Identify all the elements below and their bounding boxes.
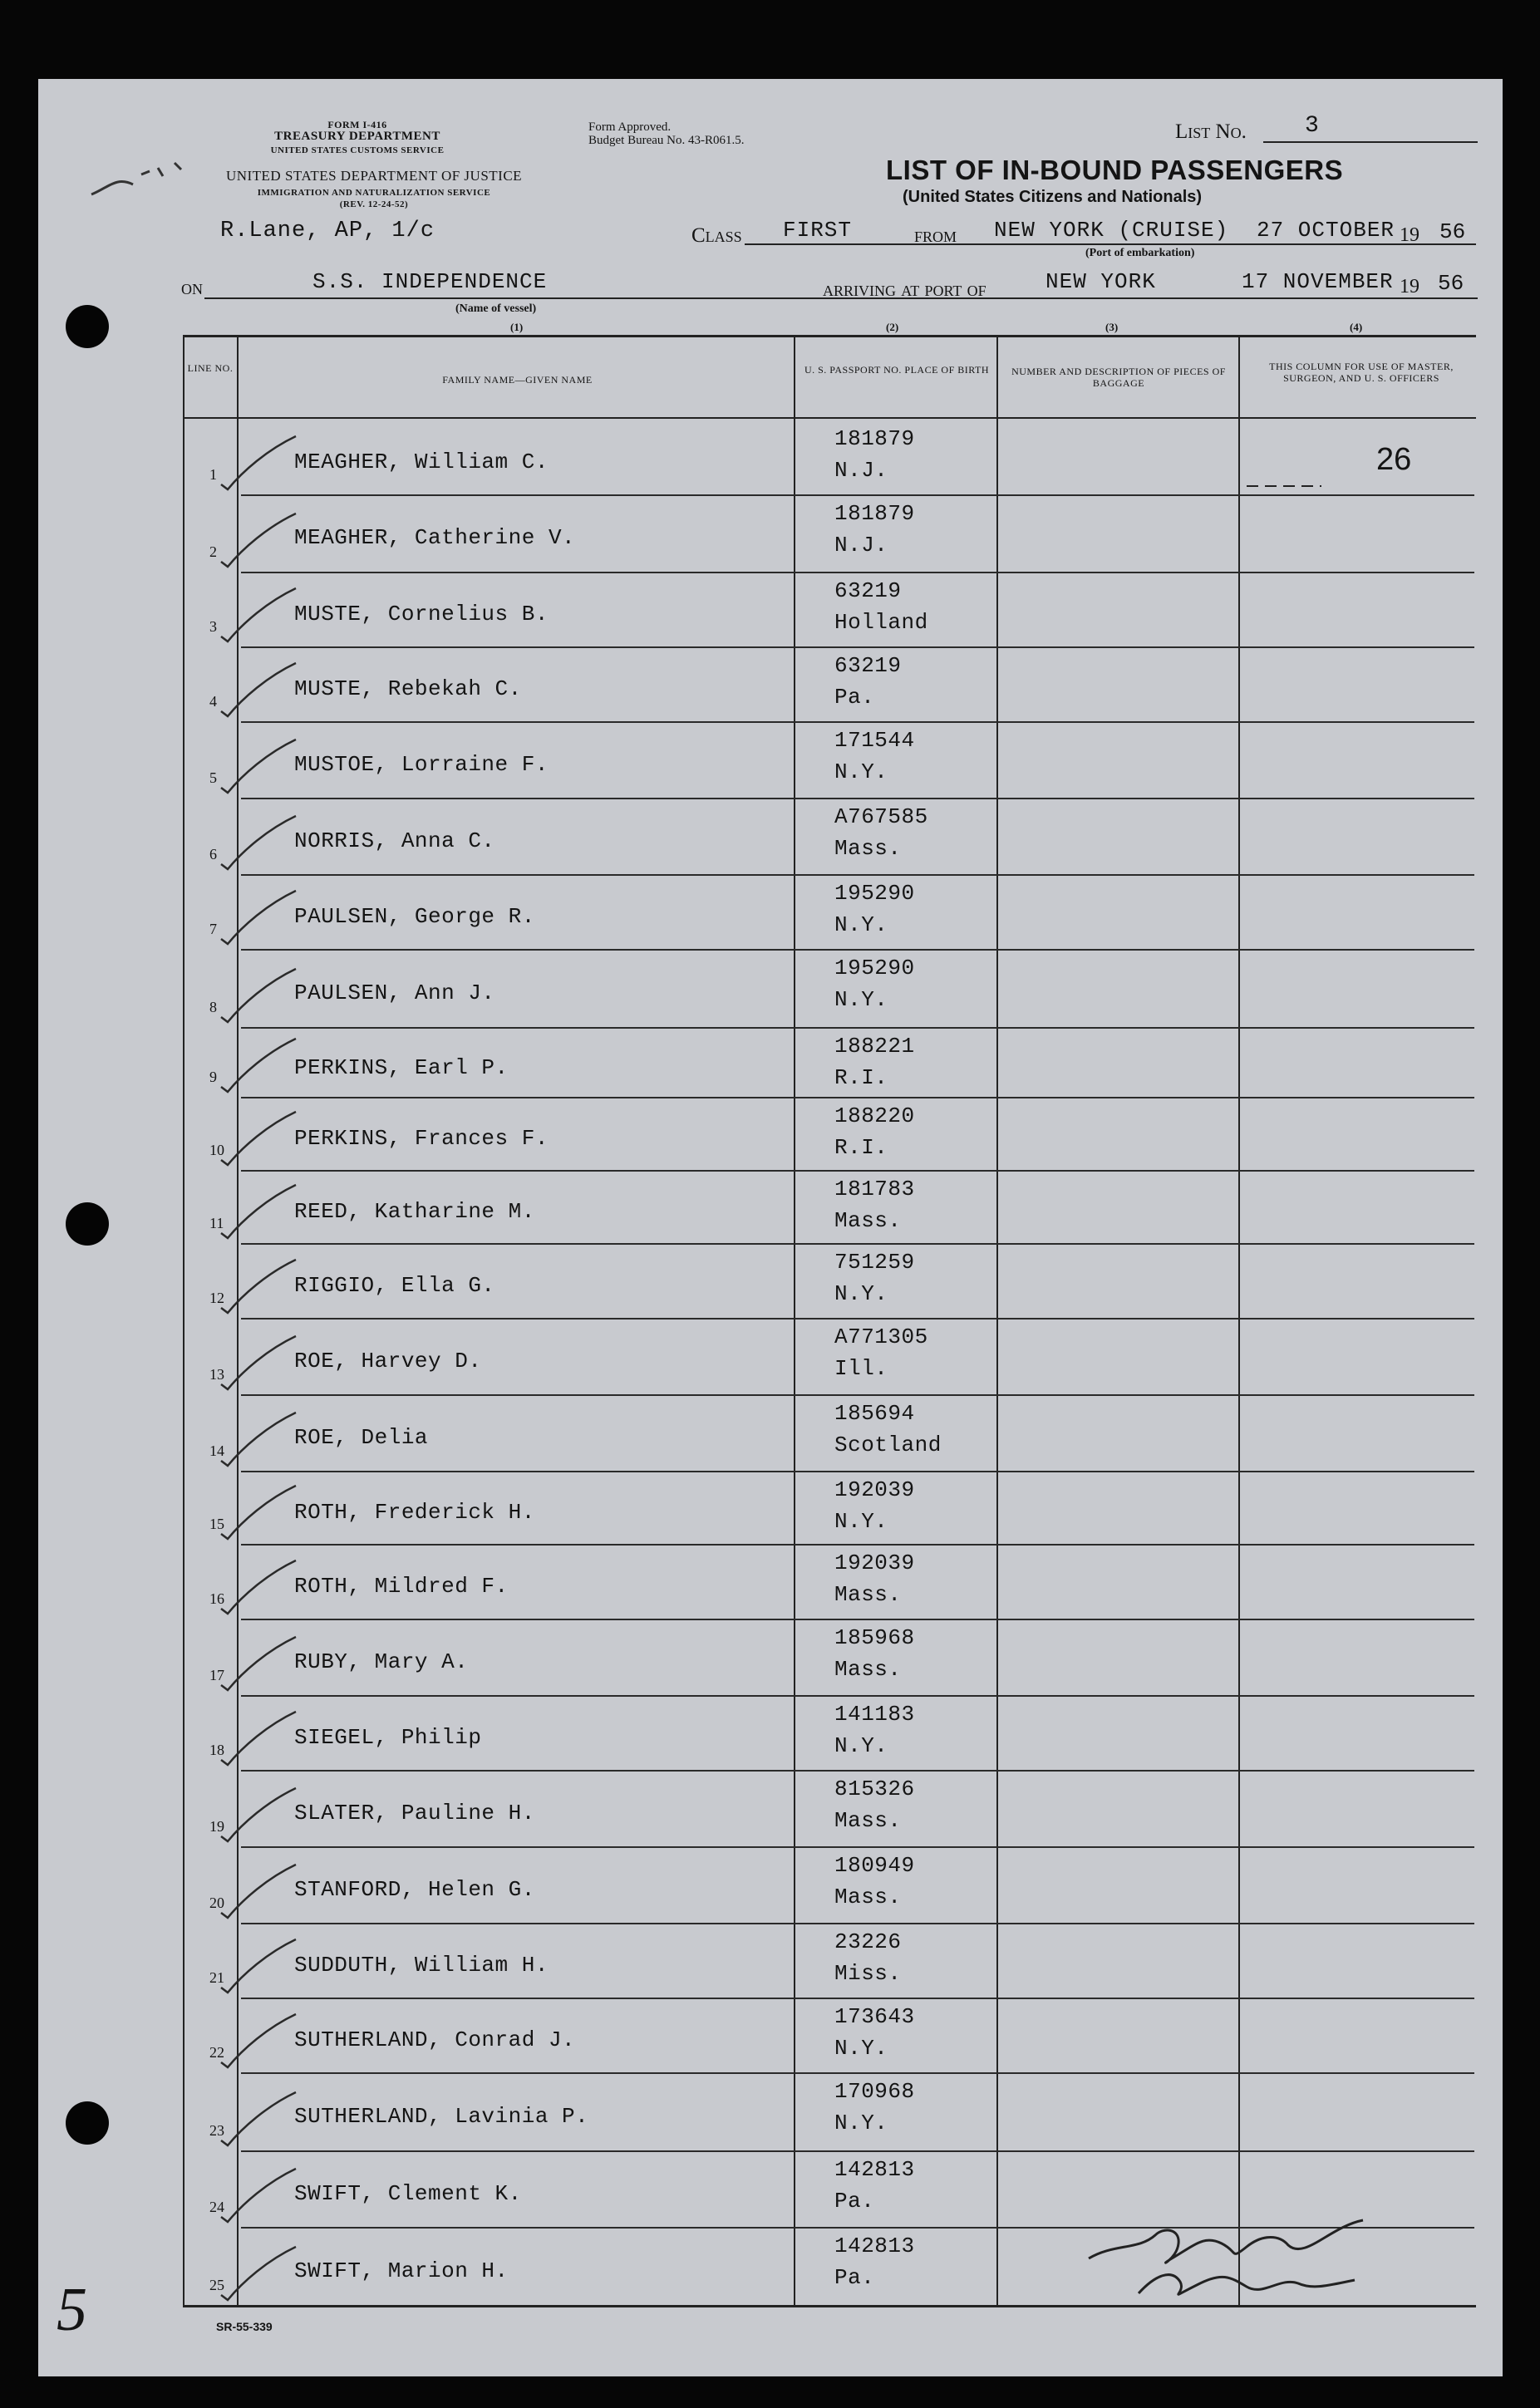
from-label: from [914, 224, 957, 247]
line-number: 15 [209, 1516, 224, 1532]
row-divider [241, 949, 1474, 951]
passenger-name: RIGGIO, Ella G. [294, 1273, 495, 1298]
header-officers: THIS COLUMN FOR USE OF MASTER, SURGEON, AND U. S. OFFICERS [1269, 361, 1454, 384]
check-mark [209, 1479, 301, 1546]
row-divider [241, 1394, 1474, 1396]
class-underline [745, 243, 1476, 245]
line-number: 4 [209, 693, 217, 710]
place-of-birth: N.Y. [834, 1733, 888, 1758]
passport-number: 188221 [834, 1034, 915, 1059]
binder-hole-bottom [66, 2101, 109, 2145]
passport-number: 188220 [834, 1103, 915, 1128]
passport-number: 181783 [834, 1177, 915, 1202]
place-of-birth: N.Y. [834, 2036, 888, 2061]
check-mark [209, 1554, 301, 1620]
corner-mark: 5 [57, 2276, 87, 2344]
line-number: 7 [209, 921, 217, 937]
line-number: 10 [209, 1142, 224, 1158]
place-of-birth: Pa. [834, 685, 875, 710]
place-of-birth: N.J. [834, 533, 888, 558]
passport-number: 63219 [834, 653, 902, 678]
passport-number: 180949 [834, 1853, 915, 1878]
passport-number: 63219 [834, 578, 902, 603]
passenger-name: RUBY, Mary A. [294, 1649, 469, 1674]
passenger-name: PAULSEN, George R. [294, 904, 535, 929]
passenger-name: SWIFT, Clement K. [294, 2180, 522, 2206]
passport-number: A767585 [834, 804, 928, 829]
passenger-name: STANFORD, Helen G. [294, 1876, 535, 1902]
row-divider [241, 798, 1474, 799]
row-divider [241, 1471, 1474, 1472]
signature-time [1139, 2268, 1141, 2269]
footer-code: SR-55-339 [216, 2320, 273, 2333]
line-number: 24 [209, 2199, 224, 2215]
list-no-underline [1263, 141, 1478, 143]
line-number: 20 [209, 1894, 224, 1911]
check-mark [209, 2240, 301, 2307]
line-number: 3 [209, 618, 217, 635]
passenger-name: SUTHERLAND, Lavinia P. [294, 2103, 589, 2129]
place-of-birth: R.I. [834, 1065, 888, 1090]
place-of-birth: N.Y. [834, 759, 888, 784]
check-mark [209, 1032, 301, 1098]
passenger-name: MUSTE, Rebekah C. [294, 676, 522, 701]
line-number: 17 [209, 1667, 224, 1683]
vessel-name: S.S. INDEPENDENCE [312, 269, 548, 294]
header-passport: U. S. PASSPORT NO. PLACE OF BIRTH [804, 364, 990, 376]
departure-year: 56 [1439, 219, 1466, 244]
check-mark [209, 1933, 301, 1999]
place-of-birth: N.Y. [834, 912, 888, 937]
form-subtitle: (United States Citizens and Nationals) [903, 188, 1203, 206]
passport-number: 181879 [834, 501, 915, 526]
arrival-year-prefix: 19 [1400, 276, 1419, 297]
check-mark [209, 1253, 301, 1319]
passenger-name: SWIFT, Marion H. [294, 2258, 509, 2283]
place-of-birth: Mass. [834, 1885, 902, 1909]
line-number: 14 [209, 1442, 224, 1459]
passport-number: 751259 [834, 1250, 915, 1275]
line-number: 25 [209, 2277, 224, 2293]
line-number: 5 [209, 769, 217, 786]
revision-date: (REV. 12-24-52) [339, 199, 409, 209]
check-mark [209, 1858, 301, 1924]
col-number-1: (1) [510, 321, 524, 333]
passport-number: 815326 [834, 1777, 915, 1801]
place-of-birth: Holland [834, 610, 928, 635]
line-number: 2 [209, 543, 217, 560]
check-mark [209, 884, 301, 951]
passport-number: 142813 [834, 2157, 915, 2182]
arrival-year: 56 [1438, 271, 1464, 296]
scan-noise-marks [83, 151, 199, 209]
row-divider [241, 1923, 1474, 1924]
passenger-name: SLATER, Pauline H. [294, 1800, 535, 1826]
passport-number: 195290 [834, 956, 915, 980]
row-divider [241, 1770, 1474, 1772]
passport-number: 185968 [834, 1625, 915, 1650]
passenger-name: PERKINS, Frances F. [294, 1126, 549, 1152]
passport-number: 195290 [834, 881, 915, 906]
treasury-dept: TREASURY DEPARTMENT [274, 130, 440, 143]
row-divider [241, 1170, 1474, 1172]
prepared-by: R.Lane, AP, 1/c [220, 219, 435, 243]
place-of-birth: Mass. [834, 1657, 902, 1682]
passport-number: 173643 [834, 2004, 915, 2029]
check-mark [209, 1781, 301, 1848]
arriving-label: arriving at port of [823, 278, 986, 301]
binder-hole-middle [66, 1202, 109, 1246]
line-number: 9 [209, 1069, 217, 1085]
check-mark [209, 507, 301, 573]
justice-dept: UNITED STATES DEPARTMENT OF JUSTICE [225, 168, 523, 184]
passenger-name: SUTHERLAND, Conrad J. [294, 2027, 576, 2052]
table-top-border [183, 335, 1476, 337]
check-mark [209, 1630, 301, 1697]
row-divider [241, 1846, 1474, 1848]
check-mark [209, 2086, 301, 2152]
officer-note: 26 [1376, 442, 1412, 477]
passenger-name: ROE, Harvey D. [294, 1348, 482, 1374]
form-approved: Form Approved. [588, 120, 672, 134]
line-number: 11 [209, 1215, 224, 1231]
embarkation-port: NEW YORK (CRUISE) [994, 218, 1229, 243]
passenger-name: ROTH, Mildred F. [294, 1574, 509, 1599]
line-number: 12 [209, 1290, 224, 1306]
departure-year-prefix: 19 [1400, 224, 1419, 246]
place-of-birth: Pa. [834, 2265, 875, 2290]
check-mark [209, 430, 301, 496]
check-mark [209, 962, 301, 1029]
table-left-border [183, 335, 185, 2307]
name-column-divider [794, 335, 795, 2307]
line-number: 22 [209, 2044, 224, 2061]
line-number: 1 [209, 466, 217, 483]
col-number-2: (2) [886, 321, 899, 333]
row-divider [241, 1998, 1474, 1999]
passenger-name: MUSTOE, Lorraine F. [294, 751, 549, 777]
place-of-birth: Miss. [834, 1961, 902, 1986]
header-bottom-rule [185, 417, 1476, 419]
place-of-birth: Mass. [834, 836, 902, 861]
passenger-name: SIEGEL, Philip [294, 1725, 482, 1750]
line-number: 6 [209, 846, 217, 862]
passenger-name: MUSTE, Cornelius B. [294, 602, 549, 627]
check-mark [209, 1105, 301, 1172]
port-embarkation-label: (Port of embarkation) [1085, 247, 1195, 259]
row-divider [241, 1619, 1474, 1620]
row-divider [241, 2150, 1474, 2152]
passport-number: 192039 [834, 1477, 915, 1502]
row-divider [241, 1318, 1474, 1319]
on-label: on [181, 277, 203, 299]
passport-number: 185694 [834, 1401, 915, 1426]
officer-dash-mark [1247, 485, 1321, 487]
line-number: 19 [209, 1818, 224, 1835]
passenger-name: PERKINS, Earl P. [294, 1054, 509, 1080]
check-mark [209, 656, 301, 723]
ins-service: IMMIGRATION AND NATURALIZATION SERVICE [257, 188, 491, 198]
passenger-name: SUDDUTH, William H. [294, 1953, 549, 1978]
baggage-column-divider [1238, 335, 1240, 2307]
line-number: 13 [209, 1366, 224, 1383]
arrival-port: NEW YORK [1046, 269, 1156, 294]
check-mark [209, 1329, 301, 1396]
passenger-name: PAULSEN, Ann J. [294, 980, 495, 1005]
place-of-birth: N.J. [834, 458, 888, 483]
check-mark [209, 2162, 301, 2229]
line-number: 21 [209, 1969, 224, 1986]
header-name: FAMILY NAME—GIVEN NAME [442, 374, 593, 386]
vessel-name-label: (Name of vessel) [455, 302, 537, 315]
passenger-name: MEAGHER, Catherine V. [294, 525, 576, 551]
row-divider [241, 494, 1474, 496]
passport-number: 141183 [834, 1702, 915, 1727]
passenger-name: REED, Katharine M. [294, 1199, 535, 1225]
passport-column-divider [996, 335, 998, 2307]
row-divider [241, 572, 1474, 573]
form-number: FORM I-416 [327, 119, 387, 130]
place-of-birth: Scotland [834, 1433, 942, 1457]
check-mark [209, 2007, 301, 2074]
line-number: 23 [209, 2122, 224, 2139]
check-mark [209, 733, 301, 799]
place-of-birth: N.Y. [834, 2111, 888, 2135]
officer-signature [1080, 2210, 1380, 2310]
passenger-name: NORRIS, Anna C. [294, 828, 495, 853]
list-no-value: 3 [1305, 113, 1319, 139]
row-divider [241, 1027, 1474, 1029]
place-of-birth: N.Y. [834, 1509, 888, 1534]
budget-bureau: Budget Bureau No. 43-R061.5. [588, 134, 745, 147]
class-label: Class [691, 224, 742, 247]
col-number-4: (4) [1350, 321, 1363, 333]
binder-hole-top [66, 305, 109, 348]
passenger-name: ROTH, Frederick H. [294, 1500, 535, 1526]
passport-number: 192039 [834, 1550, 915, 1575]
arrival-date: 17 NOVEMBER [1242, 269, 1394, 294]
place-of-birth: Mass. [834, 1582, 902, 1607]
row-divider [241, 1097, 1474, 1098]
customs-service: UNITED STATES CUSTOMS SERVICE [270, 145, 445, 155]
form-title: LIST OF IN-BOUND PASSENGERS [886, 155, 1344, 185]
check-mark [209, 1705, 301, 1772]
place-of-birth: Ill. [834, 1356, 888, 1381]
check-mark [209, 1178, 301, 1245]
line-number: 18 [209, 1742, 224, 1758]
passport-number: 170968 [834, 2079, 915, 2104]
passport-number: A771305 [834, 1324, 928, 1349]
passenger-name: ROE, Delia [294, 1424, 429, 1450]
place-of-birth: Pa. [834, 2189, 875, 2214]
header-line-no: LINE NO. [187, 362, 234, 374]
place-of-birth: R.I. [834, 1135, 888, 1160]
line-number: 8 [209, 999, 217, 1015]
header-baggage: NUMBER AND DESCRIPTION OF PIECES OF BAGGAGE [1011, 366, 1226, 389]
place-of-birth: N.Y. [834, 987, 888, 1012]
passport-number: 181879 [834, 426, 915, 451]
row-divider [241, 721, 1474, 723]
check-mark [209, 809, 301, 876]
passport-number: 142813 [834, 2234, 915, 2258]
place-of-birth: Mass. [834, 1208, 902, 1233]
col-number-3: (3) [1105, 321, 1119, 333]
row-divider [241, 646, 1474, 648]
check-mark [209, 1406, 301, 1472]
row-divider [241, 874, 1474, 876]
row-divider [241, 2072, 1474, 2074]
departure-date: 27 OCTOBER [1257, 218, 1395, 243]
list-no-label: List No. [1175, 120, 1247, 143]
passenger-name: MEAGHER, William C. [294, 450, 549, 474]
row-divider [241, 1243, 1474, 1245]
row-divider [241, 1544, 1474, 1546]
passport-number: 23226 [834, 1929, 902, 1954]
check-mark [209, 582, 301, 648]
row-divider [241, 1695, 1474, 1697]
class-value: FIRST [783, 218, 853, 243]
line-number: 16 [209, 1590, 224, 1607]
place-of-birth: Mass. [834, 1808, 902, 1833]
passport-number: 171544 [834, 728, 915, 753]
place-of-birth: N.Y. [834, 1281, 888, 1306]
